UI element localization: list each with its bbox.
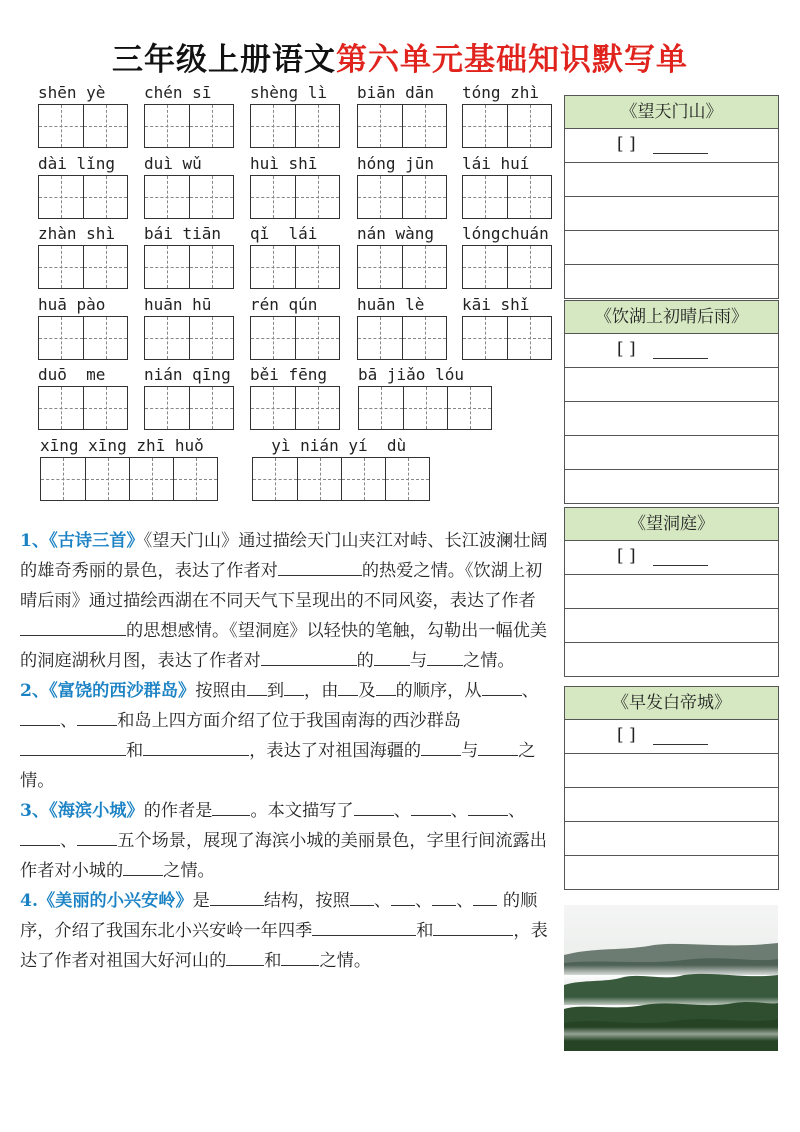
answer-blank[interactable] [281,947,319,966]
dynasty-bracket: [ ] [617,725,636,745]
question-1 [20,526,550,676]
answer-blank[interactable] [247,677,267,696]
character-box[interactable] [507,105,551,147]
character-box[interactable] [253,458,297,500]
poem-title: 《望天门山》 [564,95,779,129]
q-text: 和 [264,951,282,971]
character-grid [462,316,552,360]
answer-blank[interactable] [210,887,264,906]
character-box[interactable] [295,387,339,429]
character-box[interactable] [189,246,233,288]
answer-blank[interactable] [284,677,304,696]
pinyin-label: duō me [38,365,106,384]
poet-blank[interactable] [653,358,708,359]
verse-line[interactable] [564,265,779,299]
character-grid [250,316,340,360]
answer-blank[interactable] [312,917,396,936]
q-text: 。本文描写了 [250,801,354,821]
character-box[interactable] [39,317,83,359]
answer-blank[interactable] [376,677,396,696]
answer-blank[interactable] [482,677,522,696]
poet-blank[interactable] [653,565,708,566]
verse-line[interactable] [564,197,779,231]
character-box[interactable] [189,317,233,359]
book-title: 《美丽的小兴安岭》 [37,891,193,911]
poem-title: 《饮湖上初晴后雨》 [564,300,779,334]
pinyin-label: dài lǐng [38,154,116,173]
q-text: 是 [192,891,210,911]
character-box[interactable] [39,246,83,288]
pinyin-label: běi fēng [250,365,328,384]
dynasty-bracket: [ ] [617,546,636,566]
character-box[interactable] [145,317,189,359]
poet-blank[interactable] [653,153,708,154]
pinyin-label: shēn yè [38,83,106,102]
poem-title: 《望洞庭》 [564,507,779,541]
character-box[interactable] [39,176,83,218]
character-grid [252,457,430,501]
poem-box [564,507,779,677]
answer-blank[interactable] [391,887,415,906]
character-box[interactable] [41,458,85,500]
verse-line[interactable] [564,163,779,197]
pinyin-label: nián qīng [144,365,231,384]
answer-blank[interactable] [20,737,126,756]
book-title: 《古诗三首》 [49,531,144,551]
q-text: 《望天门山》通过描绘天门山夹江对峙、长江波澜壮阔的雄奇秀丽的景色，表达了作者对 [20,531,548,581]
verse-line[interactable] [564,402,779,436]
q-text: 和 [126,741,144,761]
character-box[interactable] [251,105,295,147]
answer-blank[interactable] [143,737,249,756]
verse-line[interactable] [564,609,779,643]
poet-line[interactable] [564,129,779,163]
answer-blank[interactable] [478,737,518,756]
q-text: 之情。 [319,951,372,971]
character-grid [462,175,552,219]
character-grid [38,104,128,148]
answer-blank[interactable] [77,707,117,726]
verse-line[interactable] [564,822,779,856]
q-text: 的作者是 [143,801,213,821]
answer-blank[interactable] [77,827,117,846]
pinyin-label: lái huí [462,154,530,173]
character-grid [462,104,552,148]
answer-blank[interactable] [411,797,451,816]
pinyin-label: biān dān [357,83,435,102]
character-box[interactable] [189,387,233,429]
character-box[interactable] [83,317,127,359]
q-text: 、 [60,831,78,851]
question-3 [20,796,550,886]
q-text: 之情。 [163,861,215,881]
answer-blank[interactable] [473,887,497,906]
verse-line[interactable] [564,575,779,609]
character-box[interactable] [447,387,491,429]
pinyin-label: lóngchuán [462,224,549,243]
verse-line[interactable] [564,754,779,788]
q-text: ，表达了对祖国海疆的 [249,741,422,761]
verse-line[interactable] [564,643,779,677]
question-number: 2、 [20,681,50,701]
character-grid [250,245,340,289]
q-text: 、 [393,801,411,821]
character-grid [144,175,234,219]
character-box[interactable] [83,387,127,429]
q-text: ，表达了作者对祖国大好河山的 [20,921,548,971]
character-grid [144,316,234,360]
fill-in-questions [20,526,550,976]
character-box[interactable] [251,176,295,218]
character-box[interactable] [39,387,83,429]
poet-line[interactable] [564,720,779,754]
answer-blank[interactable] [226,947,264,966]
page-title [0,34,800,79]
q-text: 按照由 [195,681,247,701]
character-box[interactable] [507,246,551,288]
q-text: 的顺序，从 [395,681,482,701]
character-box[interactable] [358,176,402,218]
character-box[interactable] [145,176,189,218]
character-grid [250,386,340,430]
character-box[interactable] [83,105,127,147]
book-title: 《海滨小城》 [49,801,144,821]
character-box[interactable] [402,317,446,359]
verse-line[interactable] [564,856,779,890]
character-box[interactable] [173,458,217,500]
character-grid [358,386,492,430]
pinyin-label: huì shī [250,154,318,173]
question-4 [20,886,550,976]
character-grid [357,175,447,219]
answer-blank[interactable] [338,677,358,696]
character-box[interactable] [402,246,446,288]
character-grid [250,104,340,148]
poet-blank[interactable] [653,744,708,745]
q-text: 和岛上四方面介绍了位于我国南海的西沙群岛 [117,711,461,731]
character-box[interactable] [189,176,233,218]
answer-blank[interactable] [350,887,374,906]
character-box[interactable] [463,246,507,288]
verse-line[interactable] [564,231,779,265]
poem-box [564,95,779,299]
answer-blank[interactable] [354,797,394,816]
pinyin-label: bā jiǎo lóu [358,365,464,384]
character-box[interactable] [402,105,446,147]
character-box[interactable] [358,246,402,288]
answer-blank[interactable] [396,917,416,936]
pinyin-label: kāi shǐ [462,295,530,314]
character-box[interactable] [83,176,127,218]
pinyin-label: hóng jūn [357,154,435,173]
answer-blank[interactable] [20,707,60,726]
poet-line[interactable] [564,541,779,575]
pinyin-label: huān lè [357,295,425,314]
verse-line[interactable] [564,436,779,470]
pinyin-label: zhàn shì [38,224,116,243]
answer-blank[interactable] [433,917,513,936]
character-grid [38,316,128,360]
q-text: 的热爱之情。《饮湖上初晴后雨》通过描绘西湖在不同天气下呈现出的不同风姿，表达了作者 [20,561,543,611]
q-text: 的思想感情。《望洞庭》以轻快的笔触，勾勒出一幅优美的洞庭湖秋月图，表达了作者对 [20,621,548,671]
answer-blank[interactable] [432,887,456,906]
pinyin-label: xīng xīng zhī huǒ [40,436,204,455]
book-title: 《富饶的西沙群岛》 [49,681,196,701]
forest-landscape-image [564,905,778,1051]
q-text: ，由 [304,681,339,701]
q-text: 、 [60,711,78,731]
answer-blank[interactable] [468,797,508,816]
character-grid [144,104,234,148]
pinyin-label: huā pào [38,295,106,314]
character-box[interactable] [403,387,447,429]
pinyin-label: yì nián yí dù [252,436,407,455]
character-grid [250,175,340,219]
pinyin-label: nán wàng [357,224,435,243]
q-text: 和 [416,921,434,941]
character-grid [38,386,128,430]
character-box[interactable] [385,458,429,500]
character-box[interactable] [358,105,402,147]
character-box[interactable] [189,105,233,147]
character-box[interactable] [463,176,507,218]
q-text: 、 [415,891,433,911]
character-box[interactable] [297,458,341,500]
character-box[interactable] [145,246,189,288]
q-text: 到 [266,681,285,701]
character-box[interactable] [251,317,295,359]
pinyin-label: tóng zhì [462,83,540,102]
poem-title: 《早发白帝城》 [564,686,779,720]
poem-box [564,300,779,504]
character-grid [144,245,234,289]
character-box[interactable] [251,246,295,288]
pinyin-label: bái tiān [144,224,222,243]
answer-blank[interactable] [261,647,357,666]
character-grid [357,316,447,360]
pinyin-label: rén qún [250,295,318,314]
character-grid [357,245,447,289]
q-text: 五个场景，展现了海滨小城的美丽景色，字里行间流露出作者对小城的 [20,831,547,881]
answer-blank[interactable] [20,827,60,846]
character-box[interactable] [251,387,295,429]
character-grid [40,457,218,501]
verse-line[interactable] [564,470,779,504]
character-grid [38,175,128,219]
dynasty-bracket: [ ] [617,339,636,359]
character-box[interactable] [507,176,551,218]
q-text: 与 [409,651,428,671]
character-box[interactable] [39,105,83,147]
character-box[interactable] [507,317,551,359]
pinyin-label: chén sī [144,83,212,102]
verse-line[interactable] [564,368,779,402]
character-box[interactable] [402,176,446,218]
title-unit: 第六单元基础知识默写单 [336,42,688,78]
character-box[interactable] [145,387,189,429]
forest-landscape-svg [564,905,778,1051]
answer-blank[interactable] [374,647,410,666]
character-box[interactable] [295,176,339,218]
character-box[interactable] [145,105,189,147]
answer-blank[interactable] [123,857,163,876]
question-number: 3、 [20,801,50,821]
question-number: 1、 [20,531,50,551]
character-grid [38,245,128,289]
q-text: 、 [373,891,392,911]
title-grade: 三年级上册语文 [112,42,336,78]
q-text: 、 [521,681,539,701]
pinyin-label: shèng lì [250,83,328,102]
answer-blank[interactable] [427,647,463,666]
q-text: 、 [456,891,474,911]
character-box[interactable] [463,317,507,359]
answer-blank[interactable] [212,797,250,816]
character-box[interactable] [359,387,403,429]
q-text: 结构，按照 [263,891,350,911]
character-box[interactable] [295,105,339,147]
q-text: 、 [508,801,526,821]
verse-line[interactable] [564,788,779,822]
pinyin-label: huān hū [144,295,212,314]
character-box[interactable] [83,246,127,288]
answer-blank[interactable] [20,617,126,636]
q-text: 之情。 [463,651,515,671]
character-box[interactable] [295,317,339,359]
character-box[interactable] [295,246,339,288]
character-box[interactable] [129,458,173,500]
q-text: 的顺序，介绍了我国东北小兴安岭一年四季 [20,891,538,941]
character-box[interactable] [463,105,507,147]
character-grid [144,386,234,430]
character-box[interactable] [341,458,385,500]
character-box[interactable] [358,317,402,359]
poet-line[interactable] [564,334,779,368]
q-text: 的 [356,651,374,671]
answer-blank[interactable] [278,557,362,576]
q-text: 与 [461,741,479,761]
q-text: 及 [358,681,376,701]
character-grid [462,245,552,289]
answer-blank[interactable] [421,737,461,756]
pinyin-label: qǐ lái [250,224,318,243]
character-grid [357,104,447,148]
pinyin-label: duì wǔ [144,154,202,173]
q-text: 、 [450,801,468,821]
character-box[interactable] [85,458,129,500]
question-2 [20,676,550,796]
dynasty-bracket: [ ] [617,134,636,154]
poem-box [564,686,779,890]
question-number: 4. [20,891,38,911]
q-text: 之情。 [20,741,536,791]
